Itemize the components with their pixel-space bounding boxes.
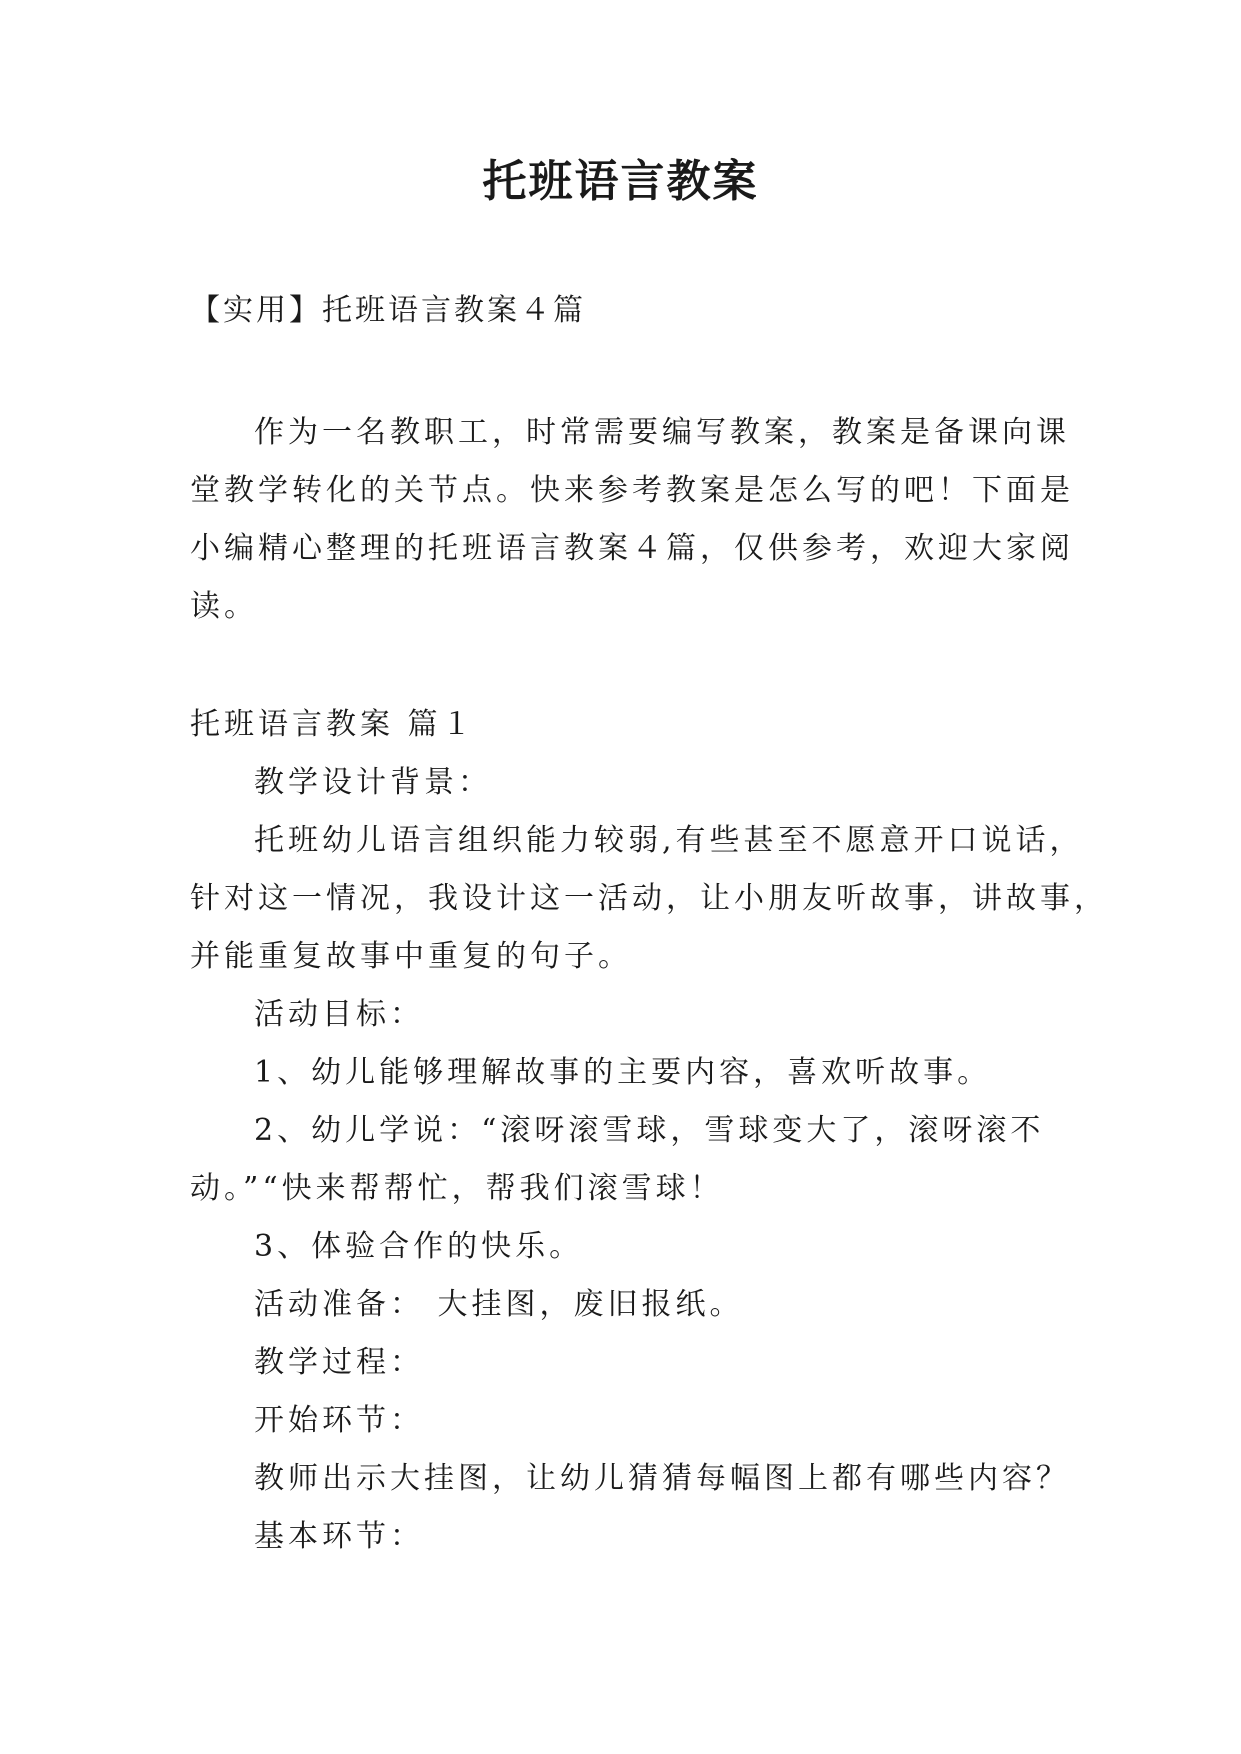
section-heading: 托班语言教案 篇１ [190,707,476,742]
body-line: 1、幼儿能够理解故事的主要内容，喜欢听故事。 [254,1055,992,1090]
intro-line: 作为一名教职工，时常需要编写教案，教案是备课向课 [254,415,1070,450]
body-line: 基本环节： [254,1519,424,1554]
intro-line: 读。 [190,589,258,624]
intro-line: 小编精心整理的托班语言教案４篇，仅供参考，欢迎大家阅 [190,531,1074,566]
intro-paragraph [190,404,1074,636]
body-line: 教学过程： [254,1345,424,1380]
body-line: 教学设计背景： [254,765,492,800]
section-body [190,696,1108,1566]
body-line: 教师出示大挂图，让幼儿猜猜每幅图上都有哪些内容？ [254,1461,1070,1496]
body-line: 3、体验合作的快乐。 [254,1229,584,1264]
document-title: 托班语言教案 [482,156,759,207]
document-subtitle: 【实用】托班语言教案４篇 [190,293,586,328]
body-line: 针对这一情况，我设计这一活动，让小朋友听故事，讲故事， [190,881,1108,916]
body-line: 动。”“快来帮帮忙，帮我们滚雪球！ [190,1171,724,1206]
body-line: 活动准备： 大挂图，废旧报纸。 [254,1287,744,1322]
body-line: 开始环节： [254,1403,424,1438]
body-line: 活动目标： [254,997,424,1032]
intro-line: 堂教学转化的关节点。快来参考教案是怎么写的吧！下面是 [190,473,1074,508]
body-line: 托班幼儿语言组织能力较弱,有些甚至不愿意开口说话， [254,823,1084,858]
body-line: 2、幼儿学说：“滚呀滚雪球，雪球变大了，滚呀滚不 [254,1113,1045,1148]
body-line: 并能重复故事中重复的句子。 [190,939,632,974]
